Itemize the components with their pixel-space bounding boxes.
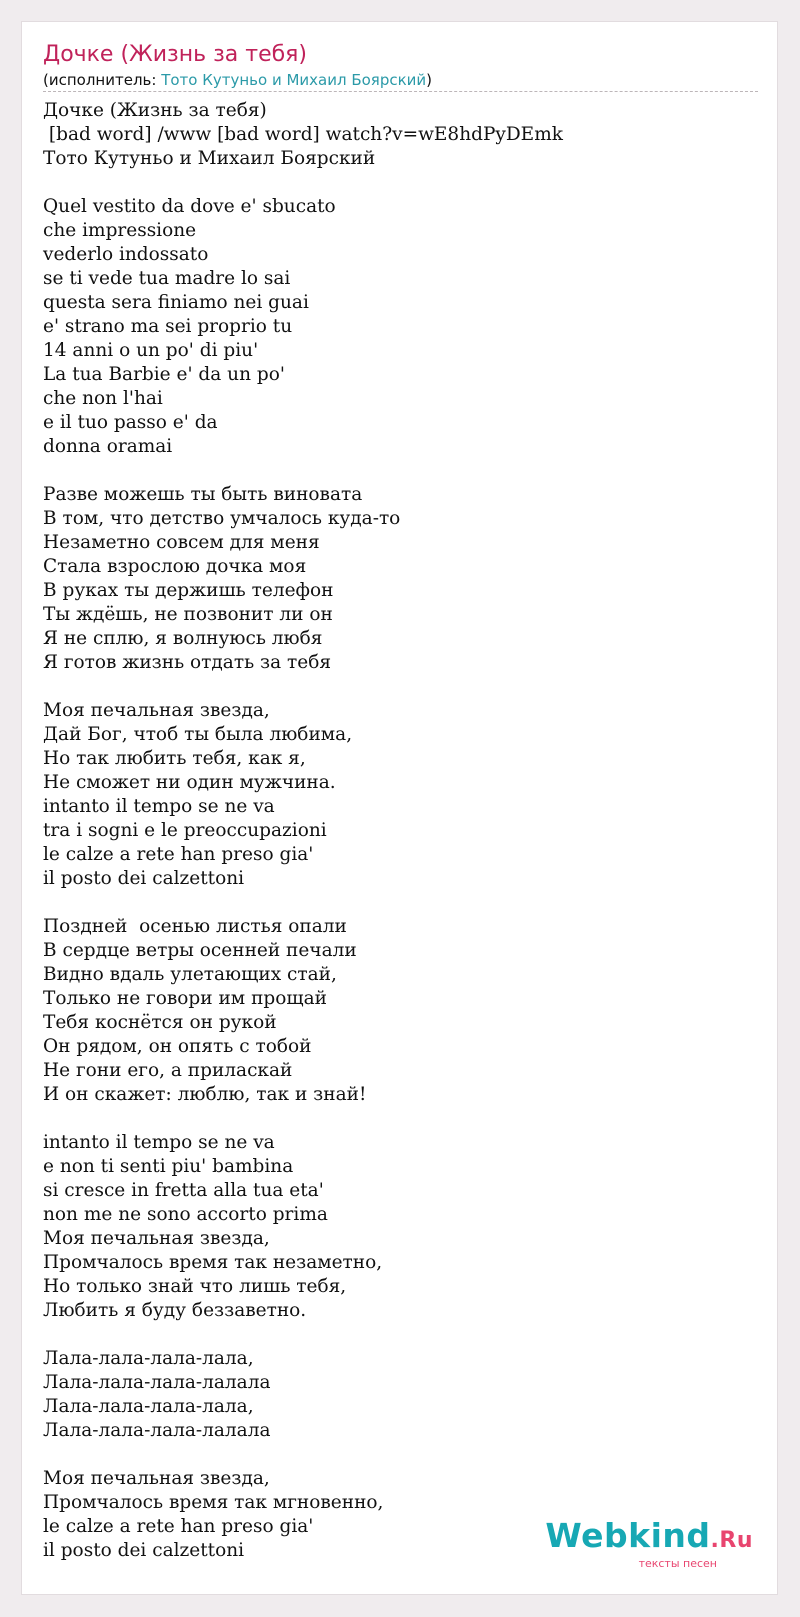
artist-prefix: (исполнитель: [43, 71, 162, 89]
lyric-line: Лала-лала-лала-лалала [43, 1420, 271, 1441]
lyric-line: Лала-лала-лала-лала, [43, 1396, 254, 1417]
lyric-line: le calze a rete han preso gia' [43, 1516, 314, 1537]
stanza-break [43, 1443, 758, 1467]
lyric-line: Лала-лала-лала-лала, [43, 1348, 254, 1369]
logo-wordmark [545, 1516, 753, 1558]
lyric-line: Лала-лала-лала-лалала [43, 1372, 271, 1393]
lyric-line: Тото Кутуньо и Михаил Боярский [43, 148, 376, 169]
logo-tagline: тексты песен [638, 1557, 717, 1570]
lyric-line: Только не говори им прощай [43, 988, 327, 1009]
lyric-line: Моя печальная звезда, [43, 1228, 270, 1249]
lyric-line: Я готов жизнь отдать за тебя [43, 652, 332, 673]
logo-domain: .Ru [710, 1528, 753, 1553]
lyrics-card [21, 21, 778, 1595]
lyrics-text [43, 99, 758, 1563]
artist-line [43, 70, 432, 90]
artist-suffix: ) [426, 71, 433, 89]
stanza-break [43, 459, 758, 483]
lyric-line: Промчалось время так незаметно, [43, 1252, 383, 1273]
stanza-break [43, 1323, 758, 1347]
lyric-line: Не сможет ни один мужчина. [43, 772, 336, 793]
lyric-line: [bad word] /www [bad word] watch?v=wE8hdPyDEmk [43, 124, 563, 145]
lyric-line: e' strano ma sei proprio tu [43, 316, 293, 337]
lyric-line: Промчалось время так мгновенно, [43, 1492, 384, 1513]
lyric-line: tra i sogni e le preoccupazioni [43, 820, 327, 841]
lyric-line: В сердце ветры осенней печали [43, 940, 357, 961]
lyric-line: Незаметно совсем для меня [43, 532, 320, 553]
lyric-line: Любить я буду беззаветно. [43, 1300, 307, 1321]
lyric-line: Разве можешь ты быть виновата [43, 484, 363, 505]
lyric-line: Поздней осенью листья опали [43, 916, 347, 937]
stanza-break [43, 675, 758, 699]
lyric-line: La tua Barbie e' da un po' [43, 364, 285, 385]
lyric-line: le calze a rete han preso gia' [43, 844, 314, 865]
stanza-break [43, 1107, 758, 1131]
lyric-line: Quel vestito da dove e' sbucato [43, 196, 336, 217]
lyric-line: В том, что детство умчалось куда-то [43, 508, 401, 529]
lyric-line: che impressione [43, 220, 197, 241]
lyric-line: Но так любить тебя, как я, [43, 748, 306, 769]
lyric-line: il posto dei calzettoni [43, 868, 245, 889]
stanza-break [43, 171, 758, 195]
lyric-line: si cresce in fretta alla tua eta' [43, 1180, 324, 1201]
lyric-line: donna oramai [43, 436, 173, 457]
lyric-line: Дочке (Жизнь за тебя) [43, 100, 267, 121]
lyric-line: Моя печальная звезда, [43, 700, 270, 721]
lyric-line: se ti vede tua madre lo sai [43, 268, 291, 289]
lyric-line: Я не сплю, я волнуюсь любя [43, 628, 323, 649]
lyric-line: В руках ты держишь телефон [43, 580, 334, 601]
song-title: Дочке (Жизнь за тебя) [43, 42, 307, 67]
title-divider [43, 91, 758, 92]
lyric-line: intanto il tempo se ne va [43, 796, 275, 817]
lyric-line: Дай Бог, чтоб ты была любима, [43, 724, 353, 745]
lyric-line: Тебя коснётся он рукой [43, 1012, 277, 1033]
lyric-line: Он рядом, он опять с тобой [43, 1036, 312, 1057]
lyric-line: И он скажет: люблю, так и знай! [43, 1084, 367, 1105]
lyric-line: che non l'hai [43, 388, 163, 409]
webkind-logo[interactable] [545, 1516, 753, 1570]
lyric-line: e il tuo passo e' da [43, 412, 218, 433]
lyric-line: Но только знай что лишь тебя, [43, 1276, 347, 1297]
lyric-line: Моя печальная звезда, [43, 1468, 270, 1489]
lyric-line: Не гони его, а приласкай [43, 1060, 293, 1081]
lyric-line: vederlo indossato [43, 244, 209, 265]
lyric-line: questa sera finiamo nei guai [43, 292, 309, 313]
lyric-line: Ты ждёшь, не позвонит ли он [43, 604, 333, 625]
artist-link[interactable]: Тото Кутуньо и Михаил Боярский [161, 71, 427, 89]
lyric-line: il posto dei calzettoni [43, 1540, 245, 1561]
lyric-line: intanto il tempo se ne va [43, 1132, 275, 1153]
lyric-line: e non ti senti piu' bambina [43, 1156, 294, 1177]
lyric-line: Стала взрослою дочка моя [43, 556, 307, 577]
logo-name: Webkind [545, 1516, 711, 1555]
lyric-line: Видно вдаль улетающих стай, [43, 964, 337, 985]
lyric-line: non me ne sono accorto prima [43, 1204, 328, 1225]
lyric-line: 14 anni o un po' di piu' [43, 340, 259, 361]
stanza-break [43, 891, 758, 915]
